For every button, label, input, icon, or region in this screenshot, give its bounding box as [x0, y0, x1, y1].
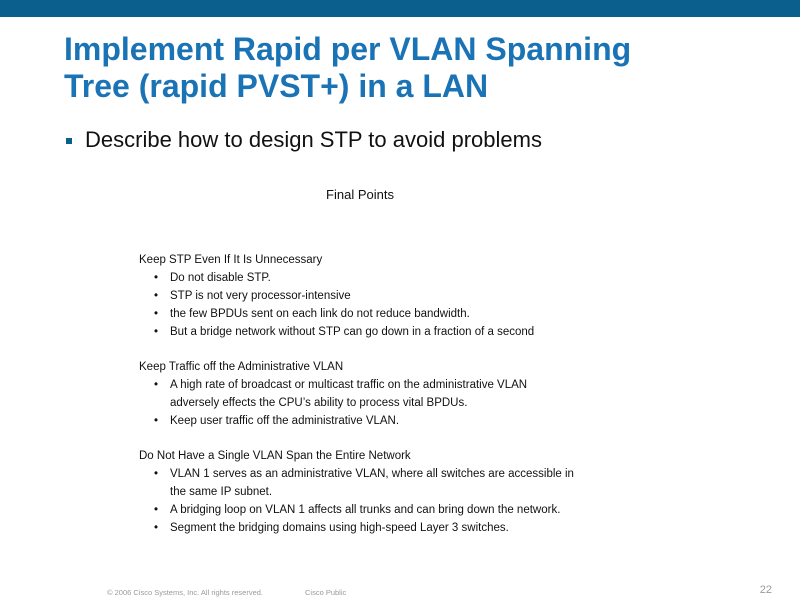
section-admin-vlan [139, 358, 559, 430]
panel-title: Final Points [326, 187, 394, 202]
bullet-dot-icon: • [154, 290, 159, 302]
footer-copyright: © 2006 Cisco Systems, Inc. All rights reserved. [107, 588, 264, 597]
bullet-dot-icon: • [154, 272, 159, 284]
bullet-dot-icon: • [154, 326, 159, 338]
top-bar [0, 0, 800, 17]
bullet-dot-icon: • [154, 415, 159, 427]
section-list [139, 269, 599, 341]
square-bullet-icon [66, 138, 72, 144]
bullet-dot-icon: • [154, 522, 159, 534]
slide-title-line1: Implement Rapid per VLAN Spanning [64, 31, 632, 67]
footer-classification: Cisco Public [305, 588, 347, 597]
bullet-dot-icon: • [154, 504, 159, 516]
list-item: • A high rate of broadcast or multicast traffic on the administrative VLAN adversely effects the CPU’s ability to process vital BPDUs. [139, 376, 559, 412]
bullet-dot-icon: • [154, 308, 159, 320]
list-item: • the few BPDUs sent on each link do not reduce bandwidth. [139, 305, 599, 323]
list-item: • VLAN 1 serves as an administrative VLAN, where all switches are accessible in the same IP subnet. [139, 465, 589, 501]
slide-title-line2: Tree (rapid PVST+) in a LAN [64, 68, 489, 104]
section-list [139, 465, 589, 537]
list-item: • STP is not very processor-intensive [139, 287, 599, 305]
list-item: • A bridging loop on VLAN 1 affects all trunks and can bring down the network. [139, 501, 589, 519]
section-list [139, 376, 559, 430]
section-heading: Do Not Have a Single VLAN Span the Entire Network [139, 450, 411, 462]
section-heading: Keep STP Even If It Is Unnecessary [139, 254, 323, 266]
section-keep-stp [139, 251, 599, 341]
list-item: • Segment the bridging domains using high-speed Layer 3 switches. [139, 519, 589, 537]
section-single-vlan [139, 447, 589, 537]
bullet-dot-icon: • [154, 379, 159, 391]
page-number: 22 [759, 584, 772, 596]
list-item: • Do not disable STP. [139, 269, 599, 287]
list-item: • But a bridge network without STP can go down in a fraction of a second [139, 323, 599, 341]
section-heading: Keep Traffic off the Administrative VLAN [139, 361, 344, 373]
slide-title [64, 31, 764, 105]
main-bullet-text: Describe how to design STP to avoid problems [85, 127, 542, 152]
bullet-dot-icon: • [154, 468, 159, 480]
list-item: • Keep user traffic off the administrative VLAN. [139, 412, 559, 430]
main-bullet [66, 127, 542, 153]
